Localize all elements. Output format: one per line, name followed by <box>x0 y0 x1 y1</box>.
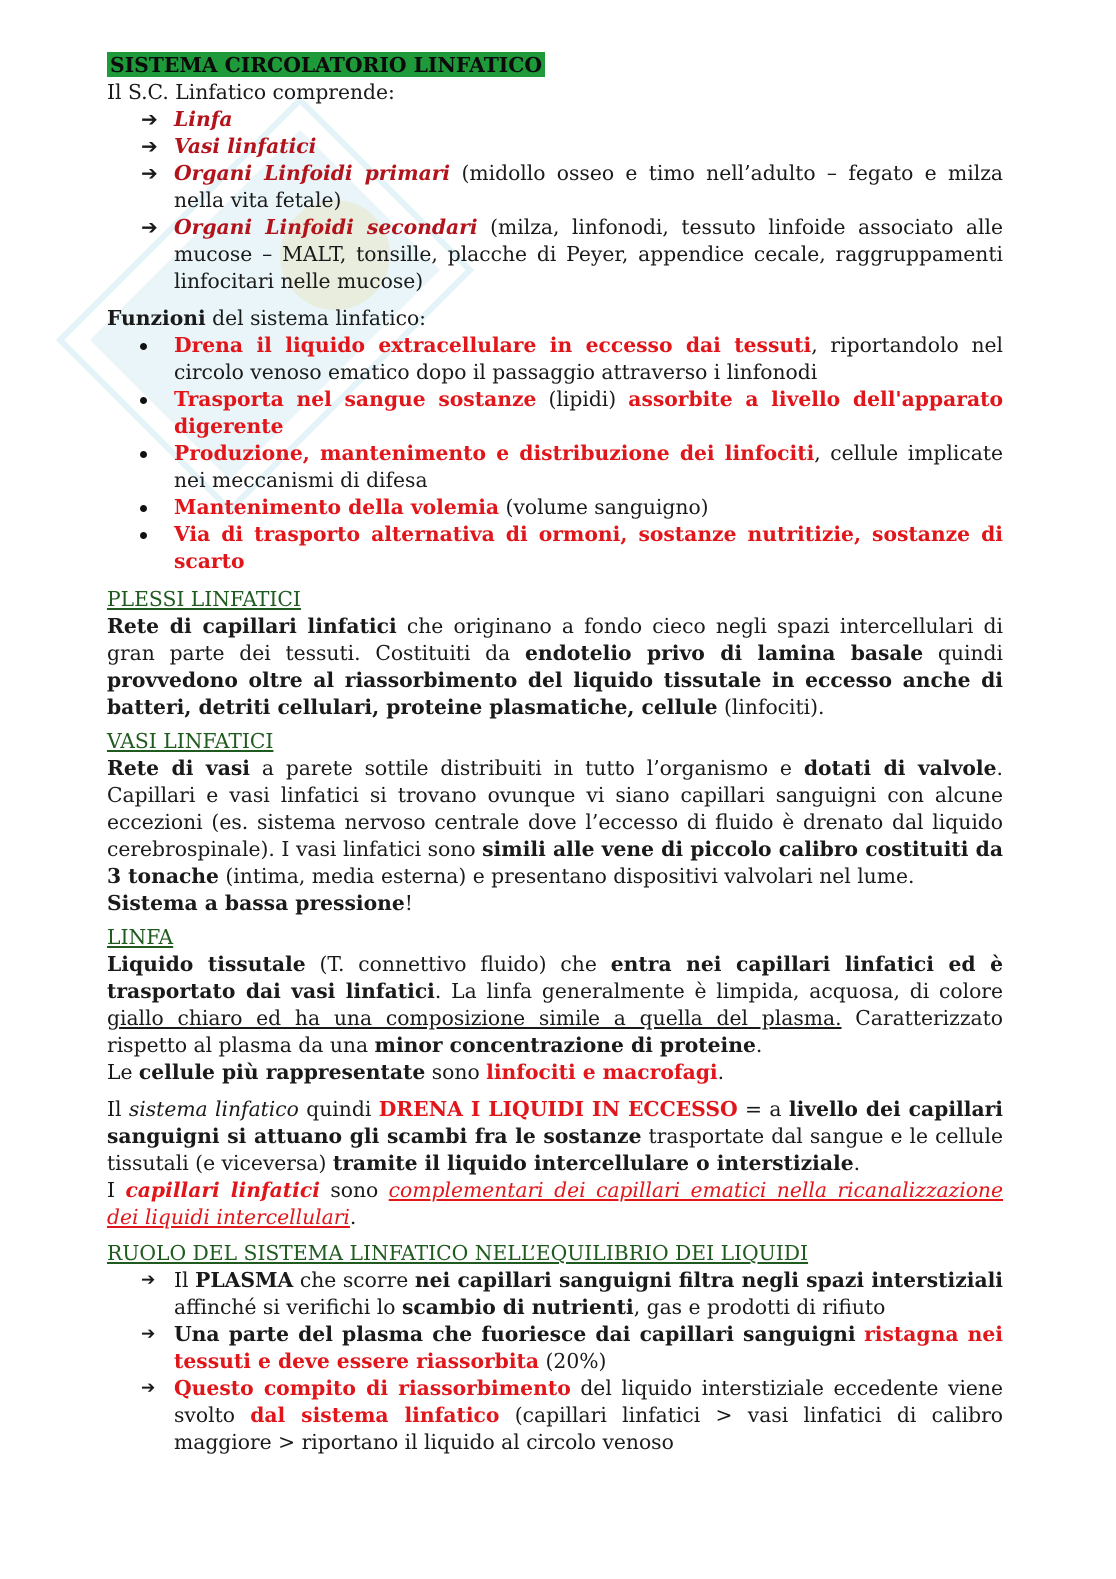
vasi-paragraph: Rete di vasi a parete sottile distribuiti in tutto l’organismo e dotati di valvole. Capillari e vasi linfatici si trovano ovunque vi siano capillari sanguigni con alcune eccezioni (es. sistema nervoso centrale dove l’eccesso di fluido è drenato dal liquido cerebrospinale). I vasi linfatici sono simili alle vene di piccolo calibro costituiti da 3 tonache (intima, media esterna) e presentano dispositivi valvolari nel lume. <box>107 756 1004 888</box>
plessi-paragraph: Rete di capillari linfatici che originano a fondo cieco negli spazi intercellulari di gran parte dei tessuti. Costituiti da endotelio privo di lamina basale quindi provvedono oltre al riassorbimento del liquido tissutale in eccesso anche di batteri, detriti cellulari, proteine plasmatiche, cellule (linfociti). <box>107 614 1004 719</box>
list-item: Mantenimento della volemia (volume sanguigno) <box>107 494 1003 521</box>
list-item: ➔ Una parte del plasma che fuoriesce dai capillari sanguigni ristagna nei tessuti e deve essere riassorbita (20%) <box>141 1322 1003 1373</box>
list-item: ➔ Vasi linfatici <box>141 134 317 158</box>
arrow-icon: ➔ <box>141 1378 156 1398</box>
complementari-paragraph: I capillari linfatici sono complementari dei capillari ematici nella ricanalizzazione dei liquidi intercellulari. <box>107 1178 1003 1229</box>
functions-heading: Funzioni del sistema linfatico: <box>107 306 426 330</box>
arrow-icon: ➔ <box>141 161 158 185</box>
list-item: ➔ Linfa <box>141 107 233 131</box>
dot-icon <box>140 532 147 539</box>
document-page <box>107 52 1003 1456</box>
pressure-note: Sistema a bassa pressione! <box>107 891 413 915</box>
dot-icon <box>140 505 147 512</box>
components-list <box>107 106 1003 295</box>
dot-icon <box>140 343 147 350</box>
drena-paragraph: Il sistema linfatico quindi DRENA I LIQUIDI IN ECCESSO = a livello dei capillari sanguigni si attuano gli scambi fra le sostanze trasportate dal sangue e le cellule tissutali (e viceversa) tramite il liquido intercellulare o interstiziale. <box>107 1097 1003 1175</box>
arrow-icon: ➔ <box>141 107 158 131</box>
section-heading-linfa: LINFA <box>107 925 174 949</box>
dot-icon <box>140 451 147 458</box>
list-item: ➔ Organi Linfoidi primari (midollo osseo e timo nell’adulto – fegato e milza nella vita fetale) <box>141 161 1003 212</box>
section-heading-vasi: VASI LINFATICI <box>107 729 274 753</box>
section-heading-ruolo: RUOLO DEL SISTEMA LINFATICO NELL’EQUILIBRIO DEI LIQUIDI <box>107 1241 809 1265</box>
cells-line: Le cellule più rappresentate sono linfociti e macrofagi. <box>107 1060 725 1084</box>
page-title-line <box>107 52 1003 79</box>
arrow-icon: ➔ <box>141 1270 156 1290</box>
list-item: Via di trasporto alternativa di ormoni, sostanze nutritizie, sostanze di scarto <box>107 521 1003 575</box>
section-heading-plessi: PLESSI LINFATICI <box>107 587 301 611</box>
arrow-icon: ➔ <box>141 1324 156 1344</box>
functions-list <box>107 332 1003 575</box>
page-title: SISTEMA CIRCOLATORIO LINFATICO <box>107 52 545 77</box>
list-item: ➔ Organi Linfoidi secondari (milza, linfonodi, tessuto linfoide associato alle mucose – MALT, tonsille, placche di Peyer, appendice cecale, raggruppamenti linfocitari nelle mucose) <box>141 215 1003 293</box>
intro-text: Il S.C. Linfatico comprende: <box>107 80 395 104</box>
linfa-paragraph: Liquido tissutale (T. connettivo fluido) che entra nei capillari linfatici ed è trasportato dai vasi linfatici. La linfa generalmente è limpida, acquosa, di colore giallo chiaro ed ha una composizione simile a quella del plasma. Caratterizzato rispetto al plasma da una minor concentrazione di proteine. <box>107 952 1003 1057</box>
list-item: Trasporta nel sangue sostanze (lipidi) assorbite a livello dell'apparato digerente <box>107 386 1003 440</box>
list-item: Drena il liquido extracellulare in eccesso dai tessuti, riportandolo nel circolo venoso ematico dopo il passaggio attraverso i linfonodi <box>107 332 1003 386</box>
list-item: ➔ Il PLASMA che scorre nei capillari sanguigni filtra negli spazi interstiziali affinché si verifichi lo scambio di nutrienti, gas e prodotti di rifiuto <box>141 1268 1003 1319</box>
arrow-icon: ➔ <box>141 215 158 239</box>
dot-icon <box>140 397 147 404</box>
ruolo-list <box>107 1267 1003 1456</box>
list-item: Produzione, mantenimento e distribuzione dei linfociti, cellule implicate nei meccanismi di difesa <box>107 440 1003 494</box>
arrow-icon: ➔ <box>141 134 158 158</box>
list-item: ➔ Questo compito di riassorbimento del liquido interstiziale eccedente viene svolto dal sistema linfatico (capillari linfatici > vasi linfatici di calibro maggiore > riportano il liquido al circolo venoso <box>141 1376 1003 1454</box>
